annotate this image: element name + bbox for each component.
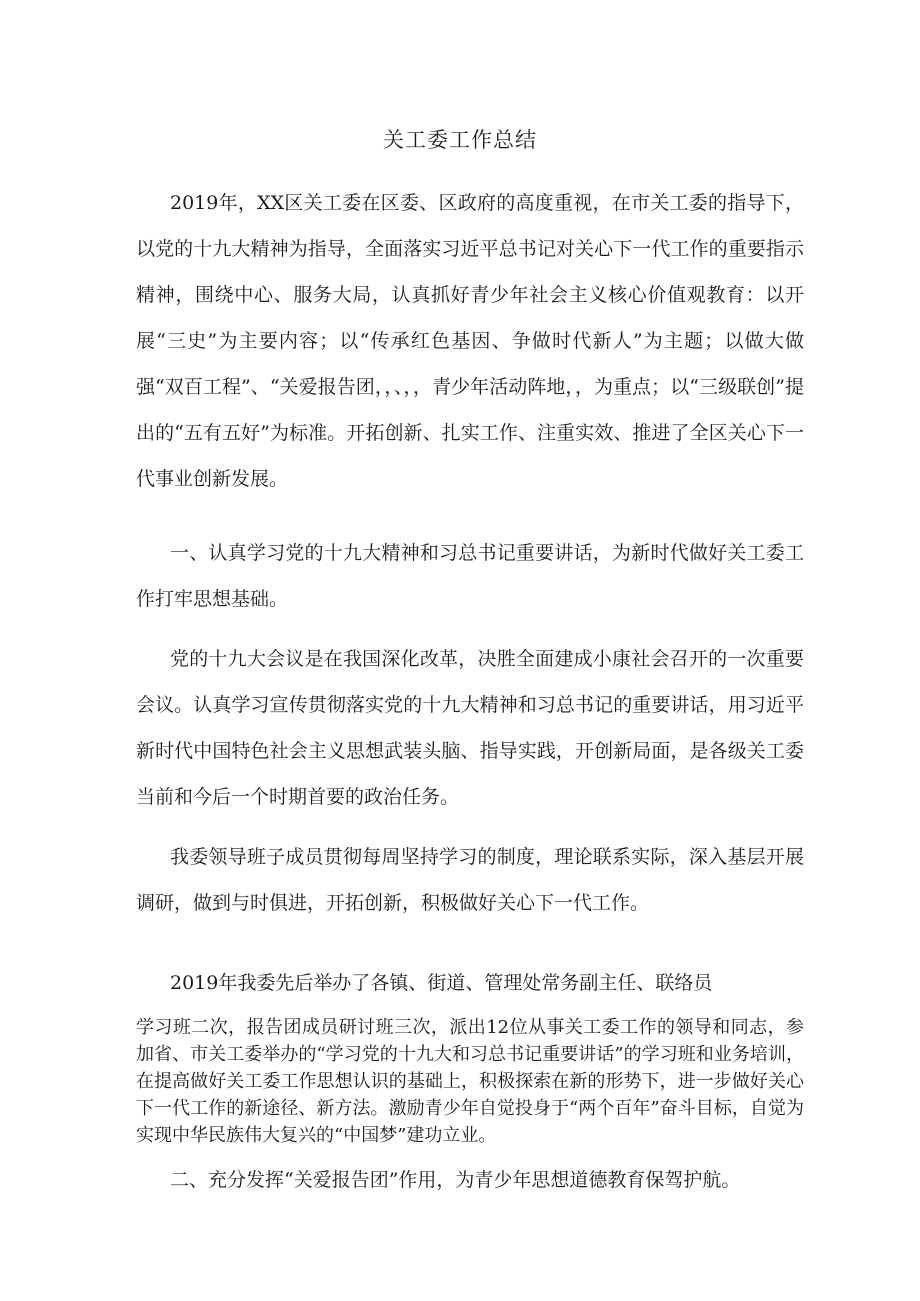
paragraph-congress: 党的十九大会议是在我国深化改革，决胜全面建成小康社会召开的一次重要会议。认真学习宣传贯彻落实党的十九大精神和习总书记的重要讲话，用习近平新时代中国特色社会主义思想武装头脑、指导实践，开创新局面，是各级关工委当前和今后一个时期首要的政治任务。 — [136, 648, 804, 808]
document-title: 关工委工作总结 — [383, 128, 537, 152]
paragraph-leadership: 我委领导班子成员贯彻每周坚持学习的制度，理论联系实际，深入基层开展调研，做到与时俱进，开拓创新，积极做好关心下一代工作。 — [136, 846, 804, 914]
paragraph-intro: 2019年，XX区关工委在区委、区政府的高度重视，在市关工委的指导下，以党的十九大精神为指导，全面落实习近平总书记对关心下一代工作的重要指示精神，围绕中心、服务大局，认真抓好青少年社会主义核心价值观教育：以开展“三史”为主要内容；以“传承红色基因、争做时代新人”为主题；以做大做强“双百工程”、“关爱报告团，，、，，青少年活动阵地，，为重点；以“三级联创”提出的“五有五好”为标准。开拓创新、扎实工作、注重实效、推进了全区关心下一代事业创新发展。 — [136, 192, 804, 490]
paragraph-training-cont: 学习班二次，报告团成员研讨班三次，派出12位从事关工委工作的领导和同志，参加省、市关工委举办的“学习党的十九大和习总书记重要讲话”的学习班和业务培训，在提高做好关工委工作思想认识的基础上，积极探索在新的形势下，进一步做好关心下一代工作的新途径、新方法。激励青少年自觉投身于“两个百年”奋斗目标，自觉为实现中华民族伟大复兴的“中国梦”建功立业。 — [136, 1017, 804, 1146]
paragraph-training-start: 2019年我委先后举办了各镇、街道、管理处常务副主任、联络员 — [170, 972, 713, 994]
section-heading-2: 二、充分发挥“关爱报告团”作用，为青少年思想道德教育保驾护航。 — [170, 1169, 741, 1191]
section-heading-1: 一、认真学习党的十九大精神和习总书记重要讲话，为新时代做好关工委工作打牢思想基础。 — [136, 542, 804, 610]
